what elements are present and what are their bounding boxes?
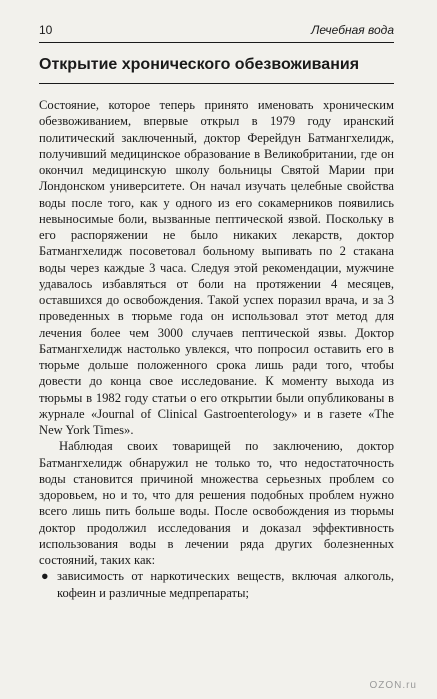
bullet-text: зависимость от наркотических веществ, включая алкоголь, кофеин и различные медпрепараты; <box>57 569 394 600</box>
body-text <box>39 97 394 601</box>
running-title: Лечебная вода <box>311 23 394 37</box>
bullet-item <box>39 568 394 601</box>
watermark: OZON.ru <box>369 680 417 691</box>
section-title: Открытие хронического обезвоживания <box>39 56 360 73</box>
title-underline <box>39 83 394 84</box>
page-number: 10 <box>39 23 53 37</box>
paragraph-1: Состояние, которое теперь принято именовать хроническим обезвоживанием, впервые открыл в 1979 году иранский политический заключенный, доктор Ферейдун Батмангхелидж, получивший медицинское образование в Великобритании, где он окончил медицинскую школу больницы Святой Марии при Лондонском университете. Он начал изучать целебные свойства воды после того, как у одного из его сокамерников появились невыносимые боли, вызванные пептической язвой. Поскольку в его распоряжении не было никаких лекарств, доктор Батмангхелидж посоветовал больному выпивать по 2 стакана воды через каждые 3 часа. Следуя этой рекомендации, мужчине удавалось избавляться от боли на протяжении 4 месяцев, оставшихся до освобождения. Такой успех поразил врача, и за 3 проведенных в тюрьме года он использовал этот метод для лечения более чем 3000 случаев пептической язвы. Доктор Батмангхелидж настолько увлекся, что попросил оставить его в тюрьме дольше положенного срока лишь ради того, чтобы довести до конца свое исследование. К моменту выхода из тюрьмы в 1982 году статьи о его открытии были опубликованы в журнале «Journal of Clinical Gastroenterology» и в газете «The New York Times». <box>39 98 394 437</box>
paragraph-2: Наблюдая своих товарищей по заключению, доктор Батмангхелидж обнаружил не только то, что недостаточность воды становится причиной множества серьезных проблем со здоровьем, но и то, что для решения подобных проблем нужно всего лишь пить больше воды. После освобождения из тюрьмы доктор продолжил исследования и доказал эффективность использования воды в лечении ряда других болезненных состояний, таких как: <box>39 439 394 567</box>
page-header <box>39 20 394 42</box>
header-rule <box>39 42 394 43</box>
bullet-icon: ● <box>41 569 49 584</box>
